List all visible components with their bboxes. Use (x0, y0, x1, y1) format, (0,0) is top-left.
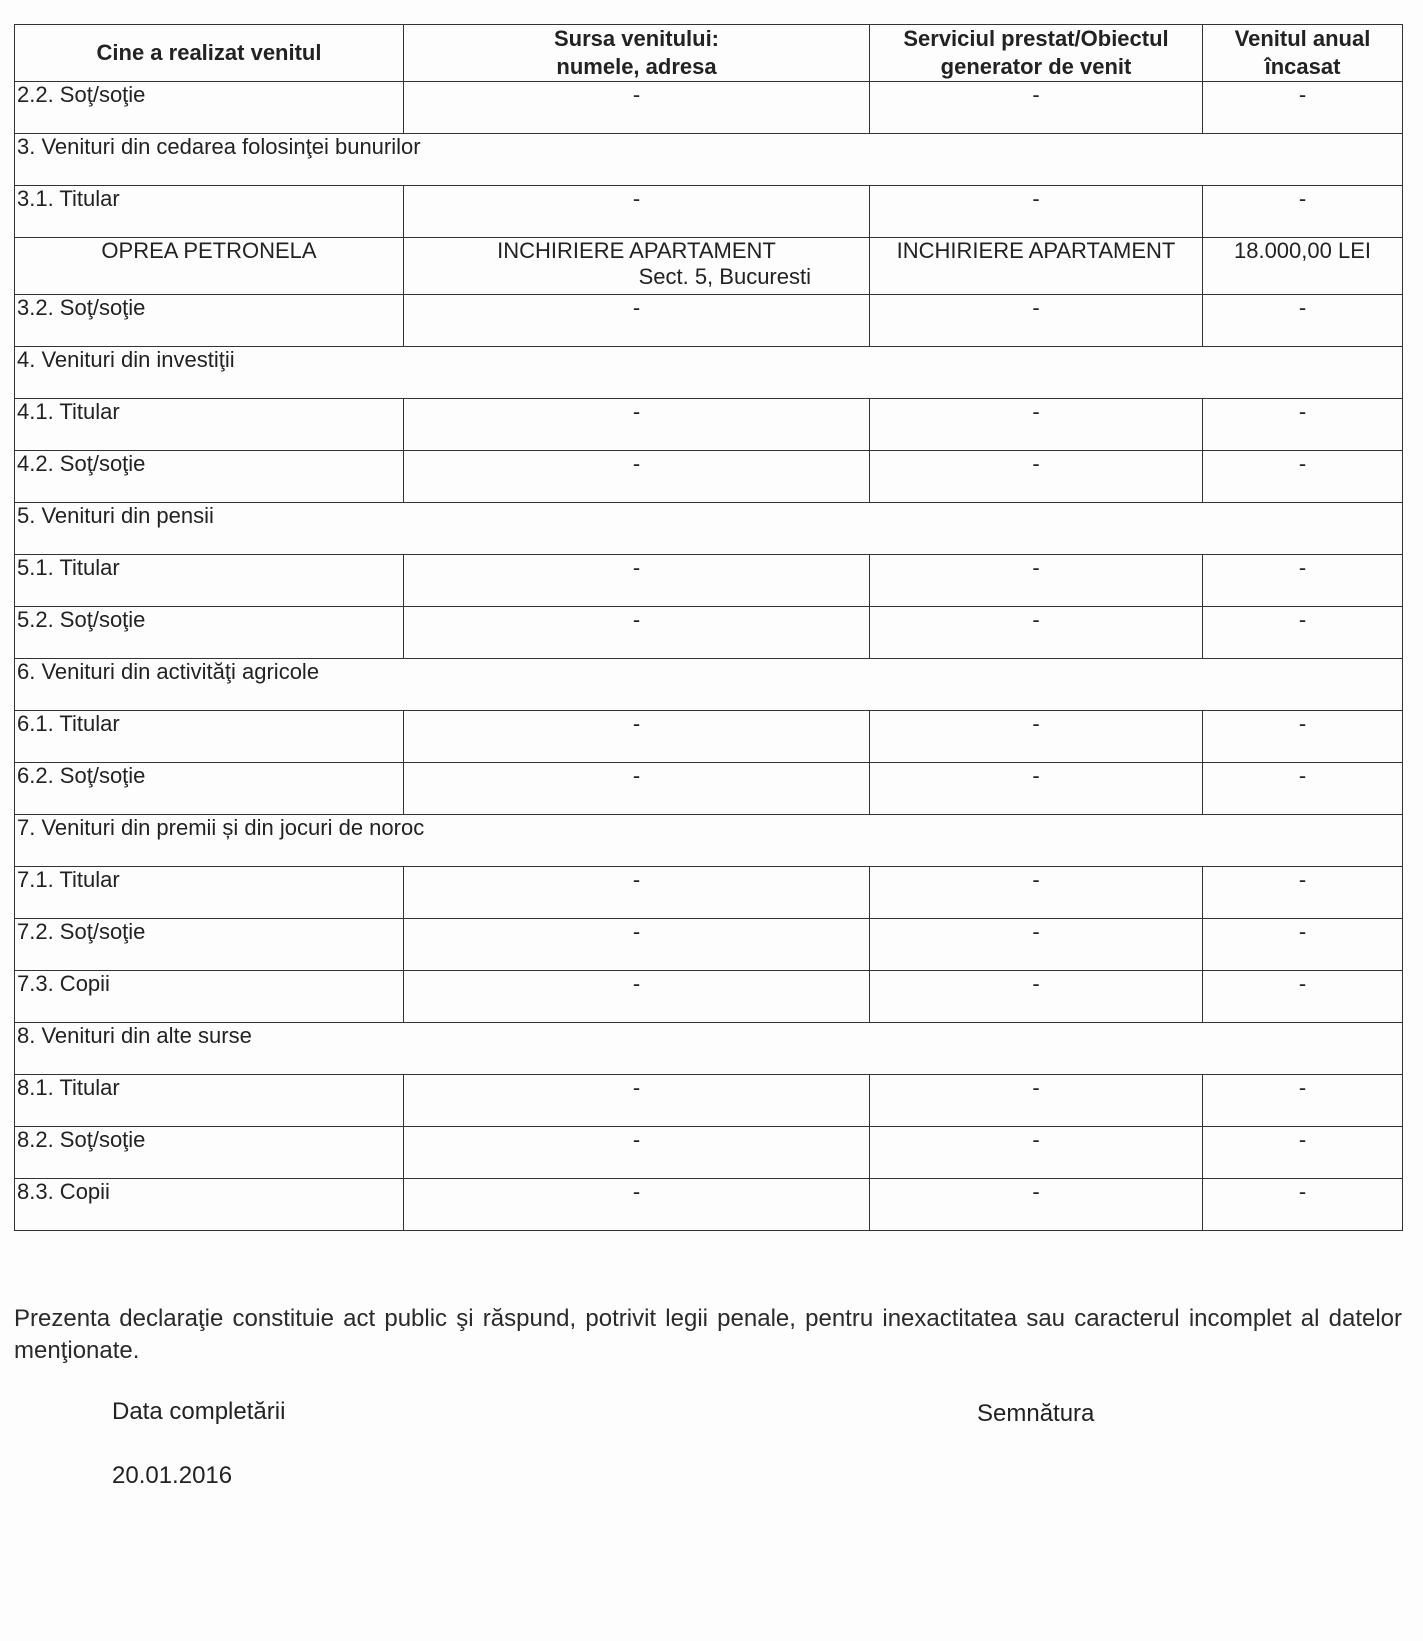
row-service: - (870, 295, 1203, 347)
row-source: - (404, 555, 870, 607)
income-declaration-table (14, 24, 1403, 1231)
row-label: 6.2. Soţ/soţie (15, 763, 404, 815)
row-service: - (870, 451, 1203, 503)
header-source-text: Sursa venitului: numele, adresa (553, 26, 720, 79)
row-source: - (404, 867, 870, 919)
row-service: - (870, 399, 1203, 451)
table-row (15, 186, 1403, 238)
section-row (15, 134, 1403, 186)
header-source (404, 25, 870, 82)
row-source: - (404, 607, 870, 659)
row-service: - (870, 1075, 1203, 1127)
row-service: - (870, 555, 1203, 607)
signature-label: Semnătura (977, 1400, 1095, 1427)
row-service: - (870, 82, 1203, 134)
section-row (15, 815, 1403, 867)
row-income: - (1203, 919, 1403, 971)
row-service: - (870, 1179, 1203, 1231)
row-source: - (404, 82, 870, 134)
row-label: 6.1. Titular (15, 711, 404, 763)
row-income: - (1203, 1179, 1403, 1231)
row-source: - (404, 711, 870, 763)
row-label: 2.2. Soţ/soţie (15, 82, 404, 134)
row-label: 3.2. Soţ/soţie (15, 295, 404, 347)
table-row (15, 763, 1403, 815)
income-owner-name: OPREA PETRONELA (15, 238, 404, 295)
header-income: Venitul anual încasat (1203, 25, 1403, 82)
row-label: 4.2. Soţ/soţie (15, 451, 404, 503)
date-label: Data completării (112, 1398, 286, 1425)
row-source: - (404, 1075, 870, 1127)
row-label: 7.2. Soţ/soţie (15, 919, 404, 971)
header-service: Serviciul prestat/Obiectul generator de venit (870, 25, 1203, 82)
table-header-row (15, 25, 1403, 82)
row-label: 5.2. Soţ/soţie (15, 607, 404, 659)
row-label: 4.1. Titular (15, 399, 404, 451)
row-source: - (404, 295, 870, 347)
row-source: - (404, 763, 870, 815)
header-who: Cine a realizat venitul (15, 25, 404, 82)
row-income: - (1203, 555, 1403, 607)
row-source: - (404, 186, 870, 238)
row-label: 8.3. Copii (15, 1179, 404, 1231)
table-row (15, 82, 1403, 134)
row-service: - (870, 867, 1203, 919)
row-service: - (870, 919, 1203, 971)
section-title: 5. Venituri din pensii (15, 503, 1403, 555)
section-title: 7. Venituri din premii și din jocuri de noroc (15, 815, 1403, 867)
row-income: - (1203, 763, 1403, 815)
table-row (15, 1075, 1403, 1127)
section-row (15, 659, 1403, 711)
row-service: - (870, 607, 1203, 659)
row-service: - (870, 763, 1203, 815)
section-title: 4. Venituri din investiţii (15, 347, 1403, 399)
declaration-statement: Prezenta declaraţie constituie act public şi răspund, potrivit legii penale, pentru inexactitatea sau caracterul incomplet al datelor menţionate. (14, 1305, 1402, 1364)
row-source: - (404, 1179, 870, 1231)
section-title: 3. Venituri din cedarea folosinţei bunurilor (15, 134, 1403, 186)
row-label: 7.1. Titular (15, 867, 404, 919)
income-source-address: Sect. 5, Bucuresti (638, 264, 811, 289)
completion-date: 20.01.2016 (112, 1462, 233, 1489)
row-income: - (1203, 711, 1403, 763)
row-label: 8.2. Soţ/soţie (15, 1127, 404, 1179)
section-row (15, 503, 1403, 555)
income-entry-row (15, 238, 1403, 295)
row-service: - (870, 1127, 1203, 1179)
row-label: 7.3. Copii (15, 971, 404, 1023)
table-row (15, 1127, 1403, 1179)
table-row (15, 1179, 1403, 1231)
row-label: 8.1. Titular (15, 1075, 404, 1127)
row-income: - (1203, 1075, 1403, 1127)
section-title: 6. Venituri din activităţi agricole (15, 659, 1403, 711)
row-income: - (1203, 186, 1403, 238)
table-row (15, 555, 1403, 607)
table-row (15, 295, 1403, 347)
income-source (404, 238, 870, 295)
row-income: - (1203, 295, 1403, 347)
row-service: - (870, 186, 1203, 238)
table-row (15, 711, 1403, 763)
row-label: 5.1. Titular (15, 555, 404, 607)
section-row (15, 347, 1403, 399)
income-amount: 18.000,00 LEI (1203, 238, 1403, 295)
table-row (15, 919, 1403, 971)
row-label: 3.1. Titular (15, 186, 404, 238)
row-source: - (404, 1127, 870, 1179)
row-income: - (1203, 451, 1403, 503)
row-income: - (1203, 607, 1403, 659)
row-income: - (1203, 1127, 1403, 1179)
income-source-name: INCHIRIERE APARTAMENT (497, 238, 776, 263)
table-row (15, 971, 1403, 1023)
row-income: - (1203, 399, 1403, 451)
row-income: - (1203, 867, 1403, 919)
row-service: - (870, 711, 1203, 763)
section-row (15, 1023, 1403, 1075)
row-service: - (870, 971, 1203, 1023)
table-body (15, 82, 1403, 1231)
table-row (15, 451, 1403, 503)
row-income: - (1203, 82, 1403, 134)
row-source: - (404, 919, 870, 971)
section-title: 8. Venituri din alte surse (15, 1023, 1403, 1075)
table-row (15, 607, 1403, 659)
row-source: - (404, 971, 870, 1023)
table-row (15, 399, 1403, 451)
row-source: - (404, 399, 870, 451)
income-service: INCHIRIERE APARTAMENT (870, 238, 1203, 295)
row-income: - (1203, 971, 1403, 1023)
table-row (15, 867, 1403, 919)
row-source: - (404, 451, 870, 503)
